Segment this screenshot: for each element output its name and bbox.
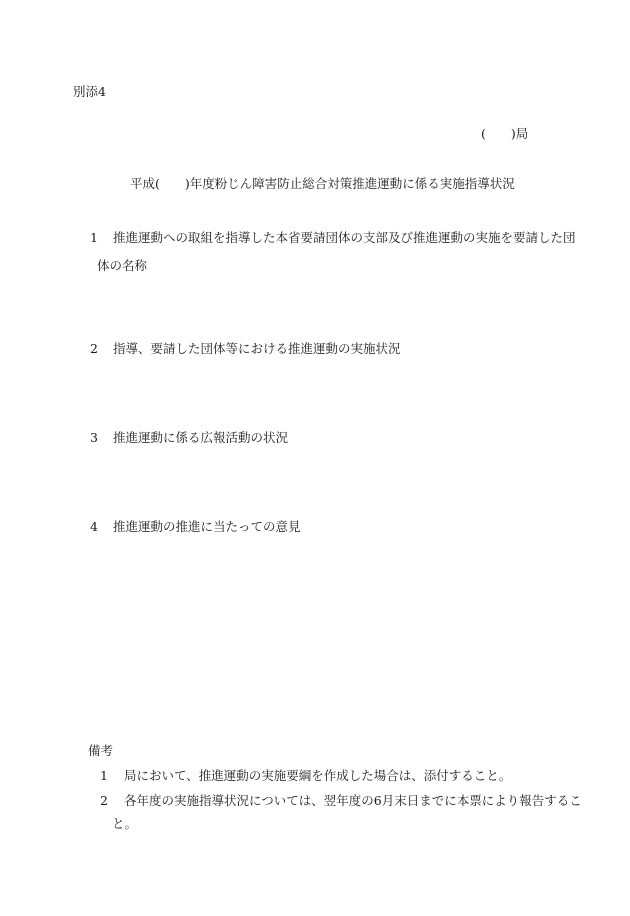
remark-number: 1 xyxy=(100,768,108,783)
remark-number: 2 xyxy=(100,793,108,808)
remark-text: 局において、推進運動の実施要綱を作成した場合は、添付すること。 xyxy=(124,768,512,783)
remarks-heading: 備考 xyxy=(88,743,114,758)
section-number: 3 xyxy=(90,430,98,445)
remark-text-continued: と。 xyxy=(112,816,138,831)
section-text: 推進運動の推進に当たっての意見 xyxy=(113,519,301,534)
section-number: 1 xyxy=(90,230,98,245)
section-text: 推進運動への取組を指導した本省要請団体の支部及び推進運動の実施を要請した団 xyxy=(113,230,576,245)
attachment-label: 別添4 xyxy=(73,84,106,99)
section-text-continued: 体の名称 xyxy=(97,258,148,273)
remark-text: 各年度の実施指導状況については、翌年度の6月末日までに本票により報告するこ xyxy=(124,793,582,808)
section-text: 推進運動に係る広報活動の状況 xyxy=(113,430,289,445)
document-title: 平成( )年度粉じん障害防止総合対策推進運動に係る実施指導状況 xyxy=(130,176,515,191)
section-number: 4 xyxy=(90,519,98,534)
section-number: 2 xyxy=(90,341,98,356)
section-text: 指導、要請した団体等における推進運動の実施状況 xyxy=(113,341,401,356)
bureau-label: ( )局 xyxy=(481,126,529,141)
